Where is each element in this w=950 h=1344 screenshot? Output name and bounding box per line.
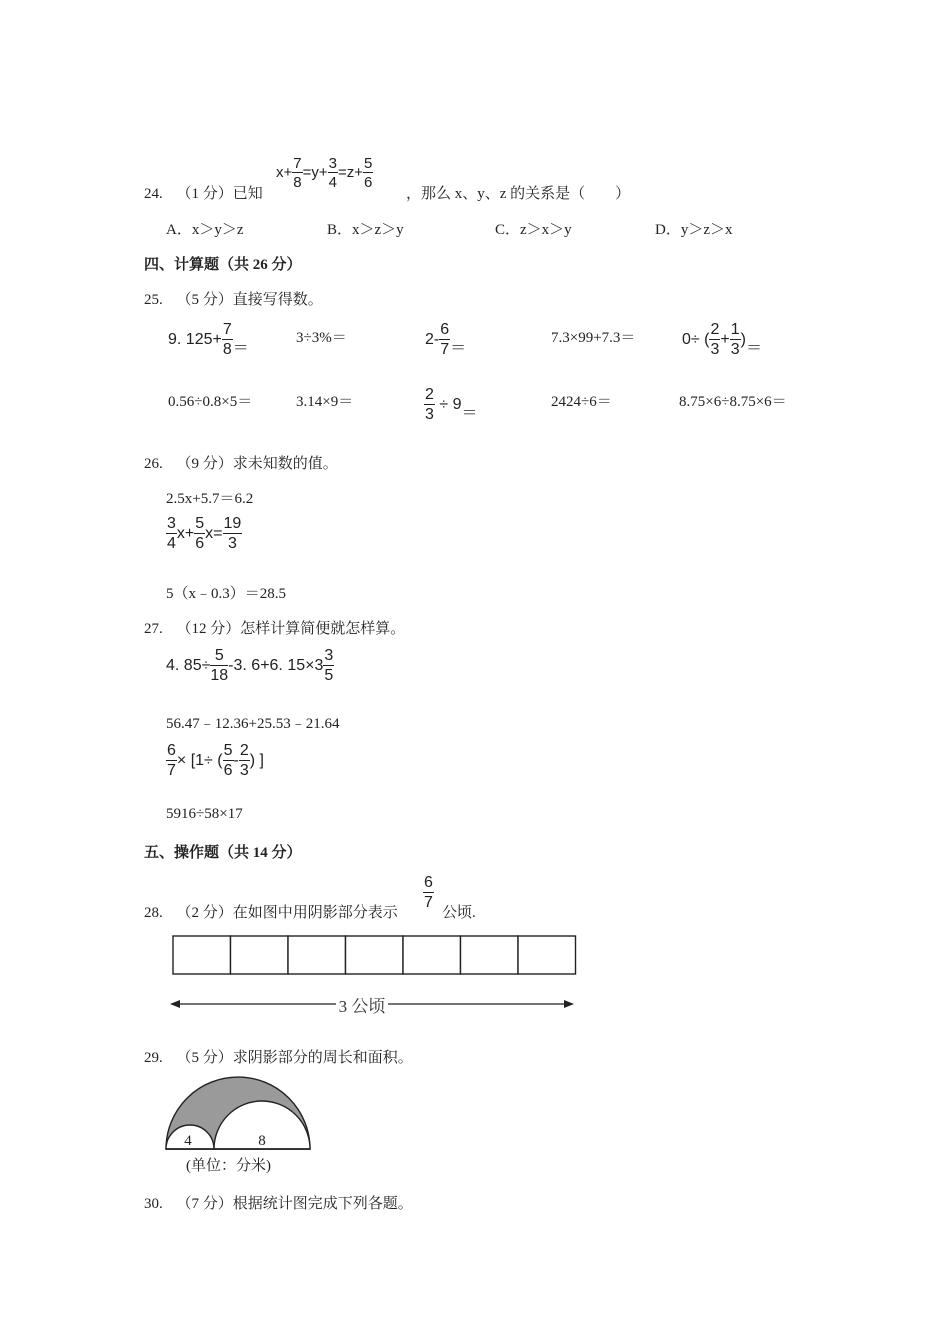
calc-2e: 8.75×6÷8.75×6＝ bbox=[679, 394, 787, 410]
section-title: 五、操作题（共 14 分） bbox=[144, 845, 302, 861]
expression-3: $\frac{6}{7}$ × [1÷ ( $\frac{5}{6}$ - $\frac{2}{3}$ ) ] bbox=[167, 742, 264, 779]
strip-box[interactable] bbox=[346, 936, 404, 974]
question-number: 28. bbox=[144, 905, 163, 921]
q27-line bbox=[144, 617, 405, 638]
calc-2b: 3.14×9＝ bbox=[296, 394, 354, 410]
calc-1c: 2- $\frac{6}{7}$ ＝ bbox=[425, 321, 467, 358]
question-number: 24. bbox=[144, 186, 163, 202]
option-d: D．y＞z＞x bbox=[655, 222, 733, 238]
calc-2d: 2424÷6＝ bbox=[551, 394, 612, 410]
strip-box[interactable] bbox=[288, 936, 346, 974]
question-number: 30. bbox=[144, 1196, 163, 1212]
option-a: A．x＞y＞z bbox=[166, 222, 244, 238]
small-diameter-label: 4 bbox=[184, 1133, 192, 1149]
q24-equation: x+ $\frac{7}{8}$ =y+ $\frac{3}{4}$ =z+ $\frac{5}{6}$ bbox=[276, 155, 373, 191]
q30-line bbox=[144, 1192, 413, 1213]
q24-tail: ，那么 x、y、z 的关系是（ ） bbox=[406, 186, 631, 202]
semicircle-figure bbox=[160, 1070, 320, 1180]
equation-3: 5（x﹣0.3）＝28.5 bbox=[166, 586, 287, 602]
calc-1d: 7.3×99+7.3＝ bbox=[551, 330, 636, 346]
q29-line bbox=[144, 1046, 413, 1067]
q29-stem: （5 分）求阴影部分的周长和面积。 bbox=[176, 1050, 413, 1066]
q24-stem: （1 分）已知 bbox=[176, 186, 263, 202]
option-b: B．x＞z＞y bbox=[327, 222, 404, 238]
calc-1b: 3÷3%＝ bbox=[296, 330, 347, 346]
strip-box[interactable] bbox=[518, 936, 576, 974]
strip-box[interactable] bbox=[173, 936, 231, 974]
calc-2c: $\frac{2}{3}$ ÷ 9＝ bbox=[425, 386, 478, 423]
unit-note: (单位：分米) bbox=[186, 1158, 271, 1174]
q28-stem: （2 分）在如图中用阴影部分表示 bbox=[176, 905, 398, 921]
equation-1: 2.5x+5.7＝6.2 bbox=[166, 491, 254, 507]
q26-line bbox=[144, 452, 338, 473]
q25-stem: （5 分）直接写得数。 bbox=[176, 292, 323, 308]
arrow-head-right bbox=[564, 1000, 574, 1008]
strip-box[interactable] bbox=[461, 936, 519, 974]
section-title: 四、计算题（共 26 分） bbox=[144, 257, 302, 273]
q24-line bbox=[144, 182, 263, 203]
option-c: C．z＞x＞y bbox=[495, 222, 572, 238]
q26-stem: （9 分）求未知数的值。 bbox=[176, 456, 338, 472]
large-diameter-label: 8 bbox=[258, 1133, 266, 1149]
unit-label: 公顷. bbox=[442, 905, 476, 921]
q28-line bbox=[144, 901, 398, 922]
question-number: 29. bbox=[144, 1050, 163, 1066]
q30-stem: （7 分）根据统计图完成下列各题。 bbox=[176, 1196, 413, 1212]
calc-2a: 0.56÷0.8×5＝ bbox=[168, 394, 253, 410]
arrow-head-left bbox=[170, 1000, 180, 1008]
fraction-six-sevenths: $\frac{6}{7}$ bbox=[424, 874, 433, 911]
question-number: 25. bbox=[144, 292, 163, 308]
calc-1a: 9. 125+ $\frac{7}{8}$ ＝ bbox=[168, 321, 249, 358]
expression-1: 4. 85÷ $\frac{5}{18}$ -3. 6+6. 15×3 $\frac{3}{5}$ bbox=[166, 647, 334, 684]
expression-4: 5916÷58×17 bbox=[166, 806, 243, 822]
box-strip-figure bbox=[160, 930, 590, 1022]
arrow-label: 3 公顷 bbox=[338, 997, 386, 1016]
question-number: 26. bbox=[144, 456, 163, 472]
expression-2: 56.47﹣12.36+25.53﹣21.64 bbox=[166, 716, 340, 732]
strip-box[interactable] bbox=[231, 936, 289, 974]
calc-1e: 0÷ ( $\frac{2}{3}$ + $\frac{1}{3}$ )＝ bbox=[682, 321, 762, 358]
q27-stem: （12 分）怎样计算简便就怎样算。 bbox=[176, 621, 406, 637]
question-number: 27. bbox=[144, 621, 163, 637]
equation-2: $\frac{3}{4}$ x+ $\frac{5}{6}$ x= $\frac{19}{3}$ bbox=[167, 515, 242, 552]
q25-line bbox=[144, 288, 323, 309]
strip-box[interactable] bbox=[403, 936, 461, 974]
